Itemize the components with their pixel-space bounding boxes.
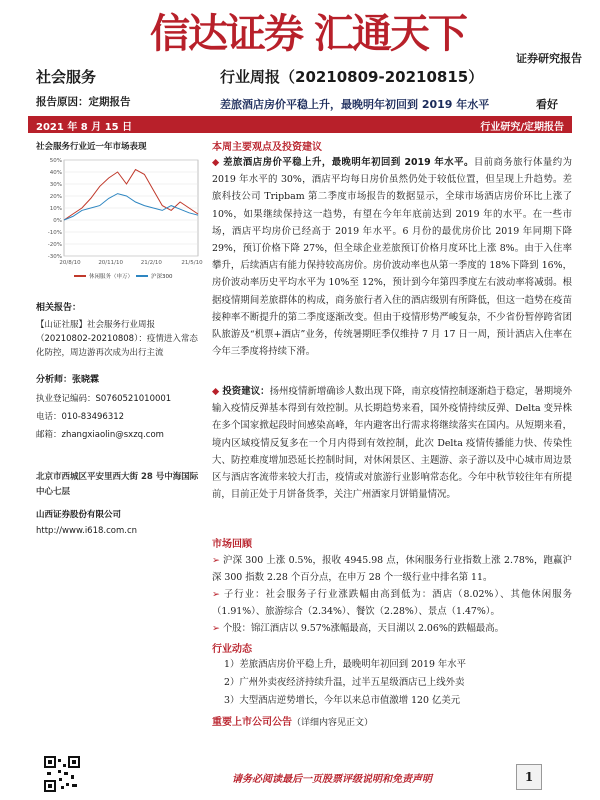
p2-lead: 投资建议：: [222, 386, 270, 397]
qr-code-icon: [44, 756, 80, 792]
dynamics-item-2: 2）广州外卖夜经济持续升温，过半五星级酒店已上线外卖: [224, 677, 465, 688]
y-tick-label: 20%: [49, 194, 62, 200]
p1-lead: 差旅酒店房价平稳上升，最晚明年初回到 2019 年水平。: [223, 157, 474, 168]
x-tick-label: 20/8/10: [59, 260, 81, 266]
paragraph-hotel-prices: [212, 154, 572, 360]
related-label: 相关报告：: [36, 303, 82, 313]
p1-body: 目前商务旅行体量约为 2019 年水平的 30%，酒店平均每日房价虽然仍处于较低位置，但呈现上升趋势。差旅科技公司 Tripbam 第二季度市场报告的数据显示，全球市场酒店房价环比上涨了 10%，如果继续保持这一趋势，有望在今年年底前达到 2019 年的水平。在一些市场，酒店平均房价已经高于 2019 年水平。6 月份的最优房价比 2019 年同期下降 29%，预订价格下降 27%，但全球企业差旅预订价格月度环比上涨 8%。由于入住率攀升，后续酒店有能力保持较高房价。房价波动率也从第一季度的 18%下降到 16%，房价波动率历史平均水平为 10%至 12%，预计到今年第四季度左右波动率将减弱。根据疫情期间差旅群体的构成，商务旅行者入住的酒店级别有所降低，但这一趋势在疫苗接种率不断提升的第二季度逐渐改变。但由于疫情形势严峻复杂，不少省份暂停跨省团队旅游及“机票+酒店”业务，传统暑期旺季仅维持 7 月 17 日一周，预计酒店入住率在今年三季度将持续下滑。: [212, 157, 572, 358]
date-bar: [28, 116, 572, 133]
bullet-icon: ◆: [212, 157, 224, 168]
summary-heading: 本周主要观点及投资建议: [212, 142, 322, 153]
report-type: 证券研究报告: [516, 52, 582, 65]
paragraph-investment: [212, 383, 572, 503]
dynamics-heading: 行业动态: [212, 644, 252, 655]
arrow-icon: ➢: [212, 589, 224, 600]
market-index: ➢ 沪深 300 上涨 0.5%，报收 4945.98 点，休闲服务行业指数上涨 2.78%，跑赢沪深 300 指数 2.28 个百分点，在申万 28 个一级行业中排名第 11。: [212, 555, 572, 584]
y-tick-label: 10%: [49, 206, 62, 212]
dynamics-item-1: 1）差旅酒店房价平稳上升，最晚明年初回到 2019 年水平: [224, 659, 467, 670]
market-stocks: ➢ 个股：锦江酒店以 9.57%涨幅最高，天目湖以 2.06%的跌幅最高。: [212, 623, 504, 634]
phone: 电话：010-83496312: [36, 412, 125, 422]
license-code: 执业登记编码：S0760521010001: [36, 394, 172, 404]
p2-body: 扬州疫情新增确诊人数出现下降，南京疫情控制逐渐趋于稳定，暑期境外输入疫情反弹基本得到有效控制。从长期趋势来看，国外疫情持续反弹、Delta 变异株在多个国家掀起段时间感染高峰，年内避客出行需求将继续落实在国内。从短期来看，境内区域疫情反复多在一个月内得到有效控制，此次 Delta 疫情传播能力快、传染性大、防控难度增加恐延长控制时间，对休闲景区、主题游、亲子游以及中心城市周边景区与酒店客流带来较大打击，疫情或对旅游行业影响常态化。今年中秋节较往年有所提前，目前正处于月饼备货季，关注广州酒家月饼销量情况。: [212, 386, 572, 501]
announcement-heading: 重要上市公司公告（详细内容见正文）: [212, 717, 374, 728]
disclaimer: 请务必阅读最后一页股票评级说明和免责声明: [232, 774, 432, 785]
report-subtitle: 差旅酒店房价平稳上升，最晚明年初回到 2019 年水平: [220, 98, 490, 111]
brand-logo: 信达证券 汇通天下: [150, 10, 466, 57]
legend-label: 休闲服务（申万）: [89, 274, 134, 280]
related-report[interactable]: 【山证社服】社会服务行业周报（20210802-20210808）：疫情进入常态化防控，周边游再次成为出行主流: [36, 320, 198, 358]
arrow-icon: ➢: [212, 555, 224, 566]
y-tick-label: -20%: [47, 242, 62, 248]
market-heading: 市场回顾: [212, 539, 252, 550]
report-category: 行业研究/定期报告: [480, 122, 564, 133]
y-tick-label: -30%: [47, 254, 62, 260]
report-reason: 报告原因：定期报告: [36, 96, 131, 108]
y-tick-label: 40%: [49, 170, 62, 176]
address: 北京市西城区平安里西大街 28 号中海国际中心七层: [36, 472, 199, 497]
market-performance-chart: [36, 154, 204, 290]
x-tick-label: 21/5/10: [181, 260, 203, 266]
email[interactable]: 邮箱：zhangxiaolin@sxzq.com: [36, 430, 164, 440]
chart-title: 社会服务行业近一年市场表现: [36, 142, 147, 152]
bullet-icon: ◆: [212, 386, 223, 397]
y-tick-label: 30%: [49, 182, 62, 188]
industry-name: 社会服务: [36, 68, 97, 86]
x-tick-label: 20/11/10: [98, 260, 124, 266]
masthead: [0, 0, 600, 64]
company-name: 山西证券股份有限公司: [36, 510, 122, 520]
y-tick-label: -10%: [47, 230, 62, 236]
company-url[interactable]: http://www.i618.com.cn: [36, 526, 138, 536]
rating: 看好: [536, 98, 558, 111]
report-date: 2021 年 8 月 15 日: [36, 122, 133, 133]
market-subsectors: ➢ 子行业：社会服务子行业涨跌幅由高到低为：酒店（8.02%）、其他休闲服务（1.91%）、旅游综合（2.34%）、餐饮（2.28%）、景点（1.47%）。: [212, 589, 572, 618]
x-tick-label: 21/2/10: [140, 260, 162, 266]
report-title: 行业周报（20210809-20210815）: [220, 68, 484, 86]
y-tick-label: 0%: [53, 218, 62, 224]
analyst-name: 分析师：张晓霖: [36, 375, 100, 385]
announcement-note: （详细内容见正文）: [292, 718, 374, 728]
left-column: [36, 140, 204, 536]
page-number: 1: [516, 764, 542, 790]
series-line-1: [64, 194, 198, 220]
y-tick-label: 50%: [49, 158, 62, 164]
series-line-0: [64, 170, 198, 220]
dynamics-item-3: 3）大型酒店逆势增长，今年以来总市值激增 120 亿美元: [224, 695, 461, 706]
arrow-icon: ➢: [212, 623, 223, 634]
legend-label: 沪深300: [151, 274, 173, 280]
